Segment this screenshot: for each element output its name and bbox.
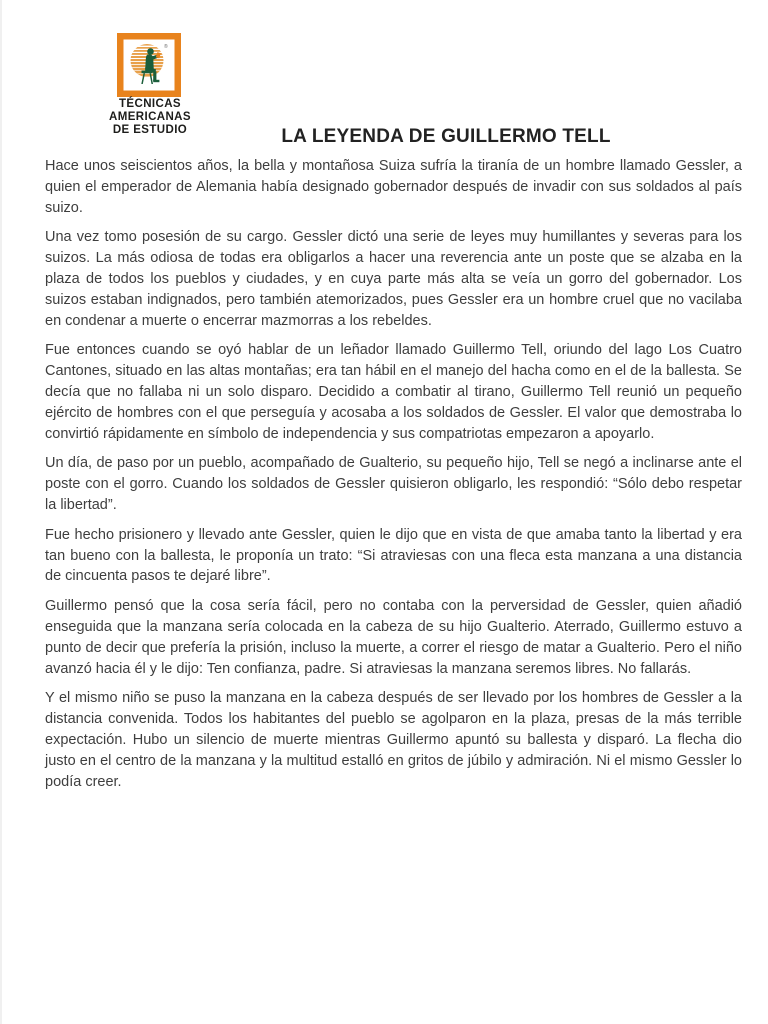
paragraph-7: Y el mismo niño se puso la manzana en la cabeza después de ser llevado por los hombres de Gessler a la distancia convenida. Todos los habitantes del pueblo se agolparon en la plaza, presas de la más terrible expectación. Hubo un silencio de muerte mientras Guillermo apuntó su ballesta y disparó. La flecha dio justo en el centro de la manzana y la multitud estalló en gritos de júbilo y admiración. Ni el mismo Gessler lo podía creer. [45,690,742,790]
paragraph-5: Fue hecho prisionero y llevado ante Gessler, quien le dijo que en vista de que amaba tanto la libertad y era tan bueno con la ballesta, le proponía un trato: “Si atraviesas con una fleca esta manzana a una distancia de cincuenta pasos te dejaré libre”. [45,526,742,585]
logo-line-2: AMERICANAS [109,111,191,123]
logo-line-1: TÉCNICAS [119,98,181,110]
registered-trademark-symbol: ® [164,44,168,50]
paragraph-6: Guillermo pensó que la cosa sería fácil, pero no contaba con la perversidad de Gessler, quien añadió enseguida que la manzana sería colocada en la cabeza de su hijo Gualterio. Aterrado, Guillermo estuvo a punto de decir que prefería la prisión, incluso la muerte, a correr el riesgo de matar a Gualterio. Pero el niño avanzó hacia él y le dijo: Ten confianza, padre. Si atraviesas la manzana seremos libres. No fallarás. [45,598,742,677]
seated-reader-logo-icon [117,33,181,97]
page-title: LA LEYENDA DE GUILLERMO TELL [281,126,611,147]
paragraph-1: Hace unos seiscientos años, la bella y montañosa Suiza sufría la tiranía de un hombre llamado Gessler, a quien el emperador de Alemania había designado gobernador después de invadir con sus soldados al país suizo. [45,158,742,216]
tae-logo [85,33,215,137]
logo-line-3: DE ESTUDIO [112,124,188,136]
paragraph-2: Una vez tomo posesión de su cargo. Gessler dictó una serie de leyes muy humillantes y severas para los suizos. La más odiosa de todas era obligarlos a hacer una reverencia ante un poste que se alzaba en la plaza de todos los pueblos y ciudades, y en cuya parte más alta se veía un gorro del gobernador. Los suizos estaban indignados, pero también atemorizados, pues Gessler era un hombre cruel que no vacilaba en condenar a muerte o encerrar mazmorras a los rebeldes. [45,229,742,329]
paragraph-3: Fue entonces cuando se oyó hablar de un leñador llamado Guillermo Tell, oriundo del lago Los Cuatro Cantones, situado en las altas montañas; era tan hábil en el manejo del hacha como en el de la ballesta. Se decía que no fallaba ni un solo disparo. Decidido a combatir al tirano, Guillermo Tell reunió un pequeño ejército de hombres con el que perseguía y acosaba a los soldados de Gessler. El valor que demostraba lo convirtió rápidamente en símbolo de independencia y sus compatriotas empezaron a apoyarlo. [45,342,742,442]
paragraph-4: Un día, de paso por un pueblo, acompañado de Gualterio, su pequeño hijo, Tell se negó a inclinarse ante el poste con el gorro. Cuando los soldados de Gessler quisieron obligarlo, les respondió: “Sólo debo respetar la libertad”. [45,455,742,513]
document-body [45,156,742,801]
